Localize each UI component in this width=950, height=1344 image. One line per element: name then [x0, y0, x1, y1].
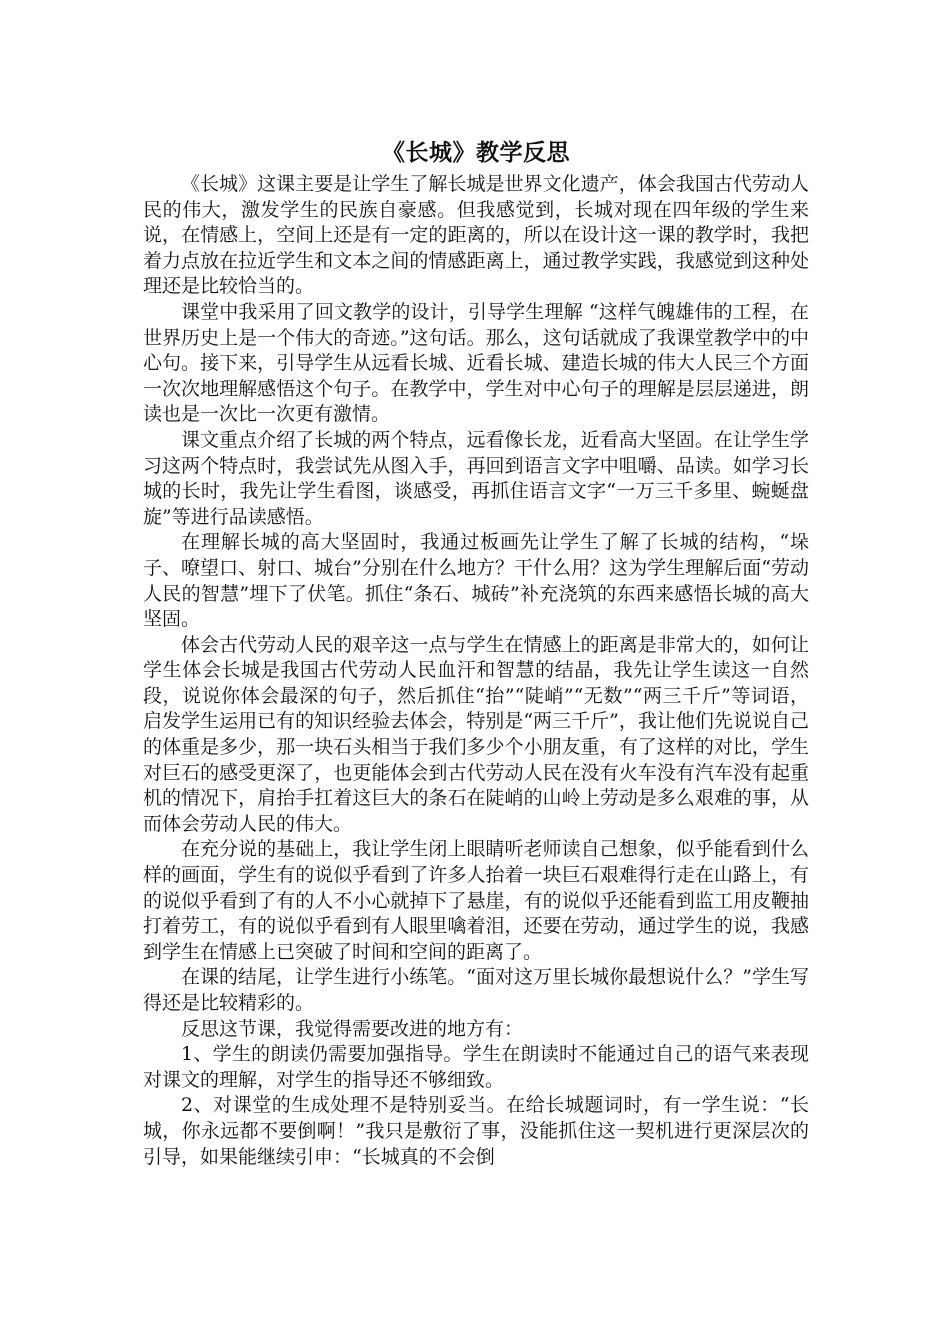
paragraph-intro: 《长城》这课主要是让学生了解长城是世界文化遗产，体会我国古代劳动人民的伟大，激发学生的民族自豪感。但我感觉到，长城对现在四年级的学生来说，在情感上，空间上还是有一定的距离的，所以在设计这一课的教学时，我把着力点放在拉近学生和文本之间的情感距离上，通过教学实践，我感觉到这种处理还是比较恰当的。 — [143, 173, 809, 298]
paragraph-two-features: 课文重点介绍了长城的两个特点，远看像长龙，近看高大坚固。在让学生学习这两个特点时，我尝试先从图入手，再回到语言文字中咀嚼、品读。如学习长城的长时，我先让学生看图，谈感受，再抓住语言文字“一万三千多里、蜿蜒盘旋”等进行品读感悟。 — [143, 428, 809, 528]
paragraph-central-sentence: 课堂中我采用了回文教学的设计，引导学生理解 “这样气魄雄伟的工程，在世界历史上是一个伟大的奇迹。”这句话。那么，这句话就成了我课堂教学中的中心句。接下来，引导学生从远看长城、近看长城、建造长城的伟大人民三个方面一次次地理解感悟这个句子。在教学中，学生对中心句子的理解是层层递进，朗读也是一次比一次更有激情。 — [143, 300, 809, 426]
paragraph-improvement-1: 1、学生的朗读仍需要加强指导。学生在朗读时不能通过自己的语气来表现对课文的理解，对学生的指导还不够细致。 — [143, 1043, 809, 1091]
paragraph-improvement-2: 2、对课堂的生成处理不是特别妥当。在给长城题词时，有一学生说：“长城，你永远都不要倒啊！”我只是敷衍了事，没能抓住这一契机进行更深层次的引导，如果能继续引申：“长城真的不会倒 — [143, 1094, 809, 1168]
document-title: 《长城》教学反思 — [382, 139, 570, 166]
paragraph-imagination: 在充分说的基础上，我让学生闭上眼睛听老师读自己想象，似乎能看到什么样的画面，学生有的说似乎看到了许多人抬着一块巨石艰难得行走在山路上，有的说似乎看到了有的人不小心就掉下了悬崖，有的说似乎还能看到监工用皮鞭抽打着劳工，有的说似乎看到有人眼里噙着泪，还要在劳动，通过学生的说，我感到学生在情感上已突破了时间和空间的距离了。 — [143, 838, 809, 963]
paragraph-conclusion: 在课的结尾，让学生进行小练笔。“面对这万里长城你最想说什么？”学生写得还是比较精彩的。 — [143, 966, 809, 1014]
paragraph-hardship: 体会古代劳动人民的艰辛这一点与学生在情感上的距离是非常大的，如何让学生体会长城是我国古代劳动人民血汗和智慧的结晶，我先让学生读这一自然段，说说你体会最深的句子，然后抓住“抬”“陡峭”“无数”“两三千斤”等词语，启发学生运用已有的知识经验去体会，特别是“两三千斤”，我让他们先说说自己的体重是多少，那一块石头相当于我们多少个小朋友重，有了这样的对比，学生对巨石的感受更深了，也更能体会到古代劳动人民在没有火车没有汽车没有起重机的情况下，肩抬手扛着这巨大的条石在陡峭的山岭上劳动是多么艰难的事，从而体会劳动人民的伟大。 — [143, 633, 809, 835]
paragraph-reflection-heading: 反思这节课，我觉得需要改进的地方有： — [181, 1017, 524, 1040]
paragraph-structure: 在理解长城的高大坚固时，我通过板画先让学生了解了长城的结构，“垛子、嘹望口、射口、城台”分别在什么地方？干什么用？这为学生理解后面“劳动人民的智慧”埋下了伏笔。抓住“条石、城砖”补充浇筑的东西来感悟长城的高大坚固。 — [143, 531, 809, 631]
document-body — [143, 138, 809, 1170]
